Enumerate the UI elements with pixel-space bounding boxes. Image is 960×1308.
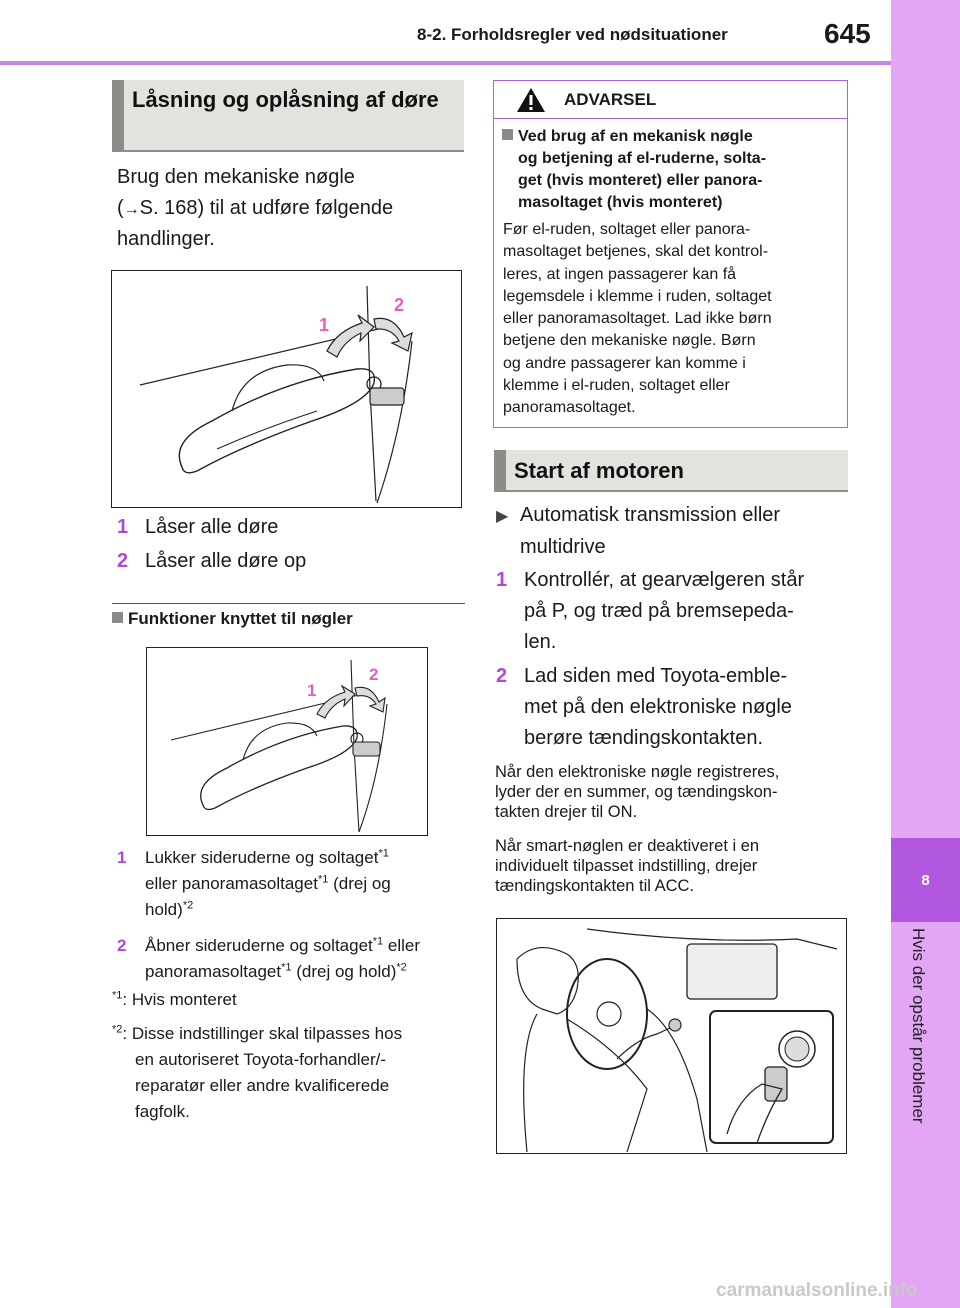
- chapter-title: Hvis der opstår problemer: [909, 928, 928, 1124]
- bullet-text: Automatisk transmission eller: [520, 504, 781, 526]
- key-step-1-text-d: hold): [145, 900, 183, 919]
- figure-label-1: 1: [307, 681, 317, 700]
- footnote-2-line: en autoriseret Toyota-forhandler/-: [135, 1050, 387, 1069]
- step-text: Låser alle døre op: [145, 550, 307, 572]
- bullet-text: multidrive: [520, 536, 606, 558]
- running-header: 8-2. Forholdsregler ved nødsituationer: [417, 25, 728, 44]
- paragraph-smart-key: [495, 836, 759, 896]
- footnote-marker: *1: [112, 989, 123, 1002]
- chapter-number: 8: [891, 838, 960, 922]
- paragraph-line: Når smart-nøglen er deaktiveret i en: [495, 837, 760, 855]
- footnote-marker: *1: [317, 873, 329, 886]
- step-number: 1: [117, 516, 129, 538]
- footnote-2-line: reparatør eller andre kvalificerede: [135, 1076, 390, 1095]
- footnote-marker: *1: [372, 935, 384, 948]
- divider: [112, 603, 465, 604]
- door-handle-illustration: [112, 271, 460, 506]
- square-bullet-icon: [112, 612, 123, 623]
- warning-body-text: [503, 219, 772, 420]
- header-rule: [0, 61, 891, 65]
- square-bullet-icon: [502, 129, 513, 140]
- footnote-2-line: fagfolk.: [135, 1102, 190, 1121]
- key-step-2-text-d: (drej og hold): [296, 962, 397, 981]
- step-number: 1: [117, 848, 127, 867]
- key-step-2: [117, 933, 420, 985]
- warning-body-line: legemsdele i klemme i ruden, soltaget: [503, 287, 772, 305]
- footnote-2: [112, 1021, 402, 1125]
- footnote-marker: *2: [182, 899, 194, 912]
- warning-bold-line: Ved brug af en mekanisk nøgle: [518, 128, 753, 145]
- footnote-marker: *2: [396, 961, 407, 974]
- key-step-2-text-a: Åbner sideruderne og soltaget: [145, 936, 373, 955]
- warning-body-line: masoltaget betjenes, skal det kontrol-: [503, 243, 769, 261]
- arrow-icon: →: [123, 201, 140, 218]
- warning-triangle-icon: [516, 87, 546, 113]
- figure-label-1: 1: [319, 315, 330, 335]
- paragraph-line: tændingskontakten til ACC.: [495, 877, 695, 895]
- intro-paren: (: [117, 197, 124, 219]
- section-heading-text: Låsning og oplåsning af døre: [132, 87, 439, 112]
- paragraph-line: Når den elektroniske nøgle registreres,: [495, 763, 780, 781]
- warning-body-line: eller panoramasoltaget. Lad ikke børn: [503, 310, 772, 328]
- paragraph-line: lyder der en summer, og tændingskon-: [495, 783, 778, 801]
- figure-label-2: 2: [369, 665, 379, 684]
- warning-bold-line: og betjening af el-ruderne, solta-: [518, 150, 767, 167]
- key-step-2-text-b: eller: [387, 936, 421, 955]
- warning-title: ADVARSEL: [564, 90, 657, 109]
- step-line: Lad siden med Toyota-emble-: [524, 665, 788, 687]
- warning-bold-text: [502, 126, 766, 214]
- step-number: 2: [496, 665, 508, 687]
- step-number: 2: [117, 550, 129, 572]
- step-line: Kontrollér, at gearvælgeren står: [524, 569, 805, 591]
- key-step-1-text-b: eller panoramasoltaget: [145, 874, 318, 893]
- step-line: len.: [524, 631, 557, 653]
- triangle-bullet-icon: ▶: [496, 508, 509, 525]
- warning-body-line: betjene den mekaniske nøgle. Børn: [503, 332, 756, 350]
- door-handle-figure-1: [111, 270, 462, 508]
- paragraph-line: individuelt tilpasset indstilling, drejer: [495, 857, 758, 875]
- intro-line-2-text: S. 168) til at udføre følgende: [139, 197, 394, 219]
- footnote-marker: *1: [378, 847, 389, 860]
- footnote-1-text: : Hvis monteret: [122, 990, 237, 1009]
- intro-line-2: [117, 193, 393, 225]
- door-handle-figure-2: [146, 647, 428, 836]
- figure-label-2: 2: [394, 295, 405, 315]
- warning-body-line: panoramasoltaget.: [503, 399, 636, 417]
- step-text: Låser alle døre: [145, 516, 279, 538]
- footnote-1: [112, 988, 237, 1012]
- step-line: berøre tændingskontakten.: [524, 727, 764, 749]
- key-step-1-text-a: Lukker sideruderne og soltaget: [145, 848, 379, 867]
- engine-start-figure: [496, 918, 847, 1154]
- warning-title-bar: [494, 81, 847, 119]
- step-line: met på den elektroniske nøgle: [524, 696, 792, 718]
- key-step-2-text-c: panoramasoltaget: [145, 962, 282, 981]
- page-number: 645: [824, 18, 871, 49]
- bullet-transmission: [496, 500, 780, 563]
- engine-step-1: [496, 565, 804, 658]
- door-handle-illustration-2: [147, 648, 426, 834]
- footnote-marker: *2: [112, 1023, 123, 1036]
- warning-body-line: Før el-ruden, soltaget eller panora-: [503, 221, 751, 238]
- step-number: 1: [496, 569, 508, 591]
- section-heading-locking: [112, 80, 464, 152]
- warning-box: [493, 80, 848, 428]
- footnote-marker: *1: [281, 961, 292, 974]
- engine-step-2: [496, 661, 792, 754]
- intro-line-3: handlinger.: [117, 228, 215, 250]
- warning-bold-line: get (hvis monteret) eller panora-: [518, 172, 763, 189]
- intro-line-1: Brug den mekaniske nøgle: [117, 166, 355, 188]
- step-number: 2: [117, 936, 127, 955]
- section-heading-text: Start af motoren: [514, 458, 684, 483]
- watermark: carmanualsonline.info: [716, 1280, 918, 1301]
- key-step-1: [117, 845, 391, 923]
- step-2: [117, 546, 306, 577]
- subheading-text: Funktioner knyttet til nøgler: [128, 609, 353, 628]
- subheading-key-functions: [112, 609, 353, 629]
- driver-touching-ignition-illustration: [497, 919, 845, 1152]
- paragraph-registration: [495, 762, 779, 822]
- section-heading-engine-start: [494, 450, 848, 492]
- warning-body-line: leres, at ingen passagerer kan få: [503, 265, 737, 283]
- footnote-2-line: : Disse indstillinger skal tilpasses hos: [122, 1024, 403, 1043]
- warning-body-line: klemme i el-ruden, soltaget eller: [503, 377, 730, 395]
- warning-bold-line: masoltaget (hvis monteret): [518, 194, 723, 211]
- key-step-1-text-c: (drej og: [333, 874, 391, 893]
- step-1: [117, 512, 278, 543]
- warning-body-line: og andre passagerer kan komme i: [503, 354, 746, 372]
- step-line: på P, og træd på bremsepeda-: [524, 600, 794, 622]
- paragraph-line: takten drejer til ON.: [495, 803, 638, 821]
